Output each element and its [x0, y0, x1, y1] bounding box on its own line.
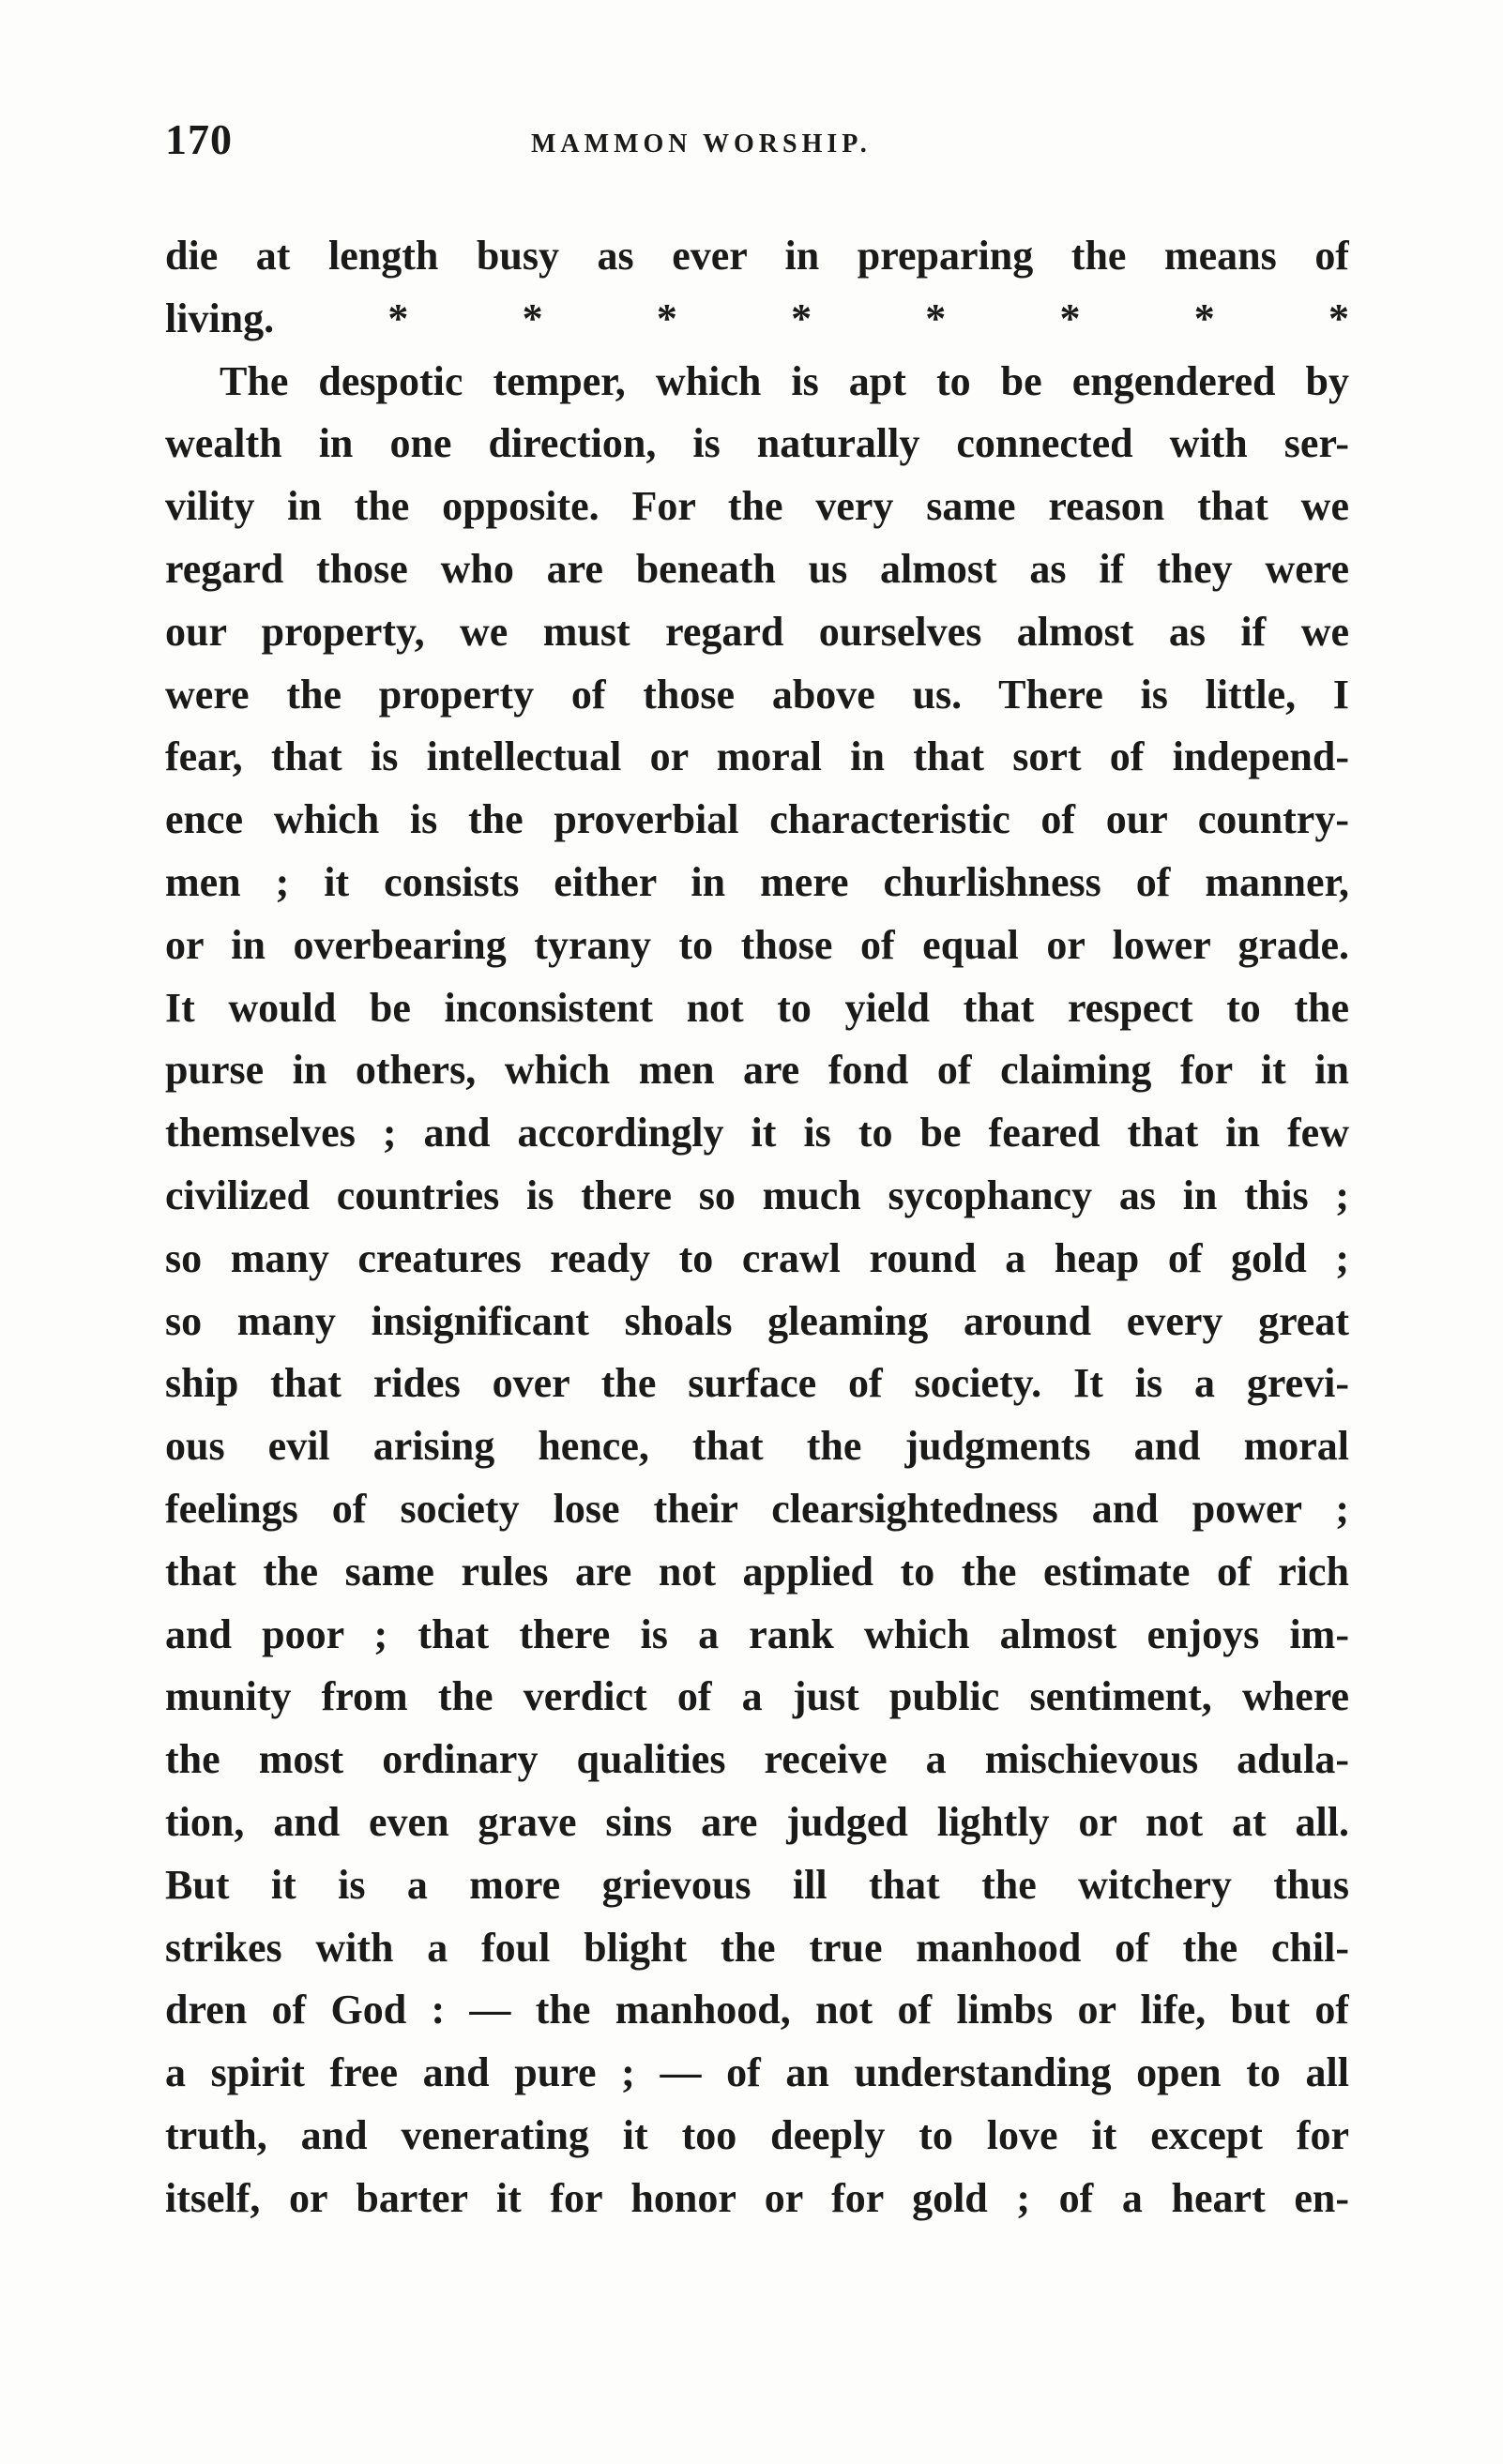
page-number: 170	[165, 115, 233, 163]
text-line: truth, and venerating it too deeply to love it except for	[165, 2111, 1349, 2158]
text-line: ship that rides over the surface of society. It is a grevi-	[165, 1360, 1349, 1407]
text-line: civilized countries is there so much sycophancy as in this ;	[165, 1172, 1349, 1218]
text-line: It would be inconsistent not to yield that respect to the	[165, 984, 1349, 1031]
text-line: themselves ; and accordingly it is to be feared that in few	[165, 1110, 1349, 1156]
text-line: strikes with a foul blight the true manhood of the chil-	[165, 1924, 1349, 1971]
text-line: wealth in one direction, is naturally connected with ser-	[165, 420, 1349, 467]
text-line: vility in the opposite. For the very same reason that we	[165, 483, 1349, 530]
running-head	[165, 114, 1347, 171]
text-line: men ; it consists either in mere churlishness of manner,	[165, 858, 1349, 905]
text-line: fear, that is intellectual or moral in that sort of independ-	[165, 733, 1349, 780]
text-line: regard those who are beneath us almost as if they were	[165, 545, 1349, 592]
text-line: feelings of society lose their clearsightedness and power ;	[165, 1485, 1349, 1532]
text-line: or in overbearing tyrany to those of equal or lower grade.	[165, 921, 1349, 968]
body-text	[165, 225, 1349, 2230]
text-line: But it is a more grievous ill that the witchery thus	[165, 1861, 1349, 1908]
text-line: our property, we must regard ourselves almost as if we	[165, 608, 1349, 655]
text-line: a spirit free and pure ; — of an understanding open to all	[165, 2049, 1349, 2096]
text-line: tion, and even grave sins are judged lightly or not at all.	[165, 1798, 1349, 1845]
text-line: ence which is the proverbial characteristic of our country-	[165, 796, 1349, 843]
text-line: dren of God : — the manhood, not of limbs or life, but of	[165, 1987, 1349, 2033]
text-line: that the same rules are not applied to the estimate of rich	[165, 1548, 1349, 1595]
text-line: so many creatures ready to crawl round a heap of gold ;	[165, 1234, 1349, 1281]
text-line: and poor ; that there is a rank which almost enjoys im-	[165, 1610, 1349, 1657]
text-line: so many insignificant shoals gleaming around every great	[165, 1297, 1349, 1344]
text-line: ous evil arising hence, that the judgments and moral	[165, 1423, 1349, 1470]
text-line: itself, or barter it for honor or for gold ; of a heart en-	[165, 2174, 1349, 2221]
text-line: living. * * * * * * * *	[165, 295, 1349, 341]
running-title: MAMMON WORSHIP.	[531, 129, 872, 159]
text-line: purse in others, which men are fond of claiming for it in	[165, 1047, 1349, 1094]
text-line: the most ordinary qualities receive a mischievous adula-	[165, 1736, 1349, 1783]
text-line: munity from the verdict of a just public sentiment, where	[165, 1673, 1349, 1720]
text-line: were the property of those above us. There is little, I	[165, 671, 1349, 718]
paragraph-start-line: The despotic temper, which is apt to be engendered by	[220, 357, 1349, 404]
text-line: die at length busy as ever in preparing the means of	[165, 233, 1349, 279]
